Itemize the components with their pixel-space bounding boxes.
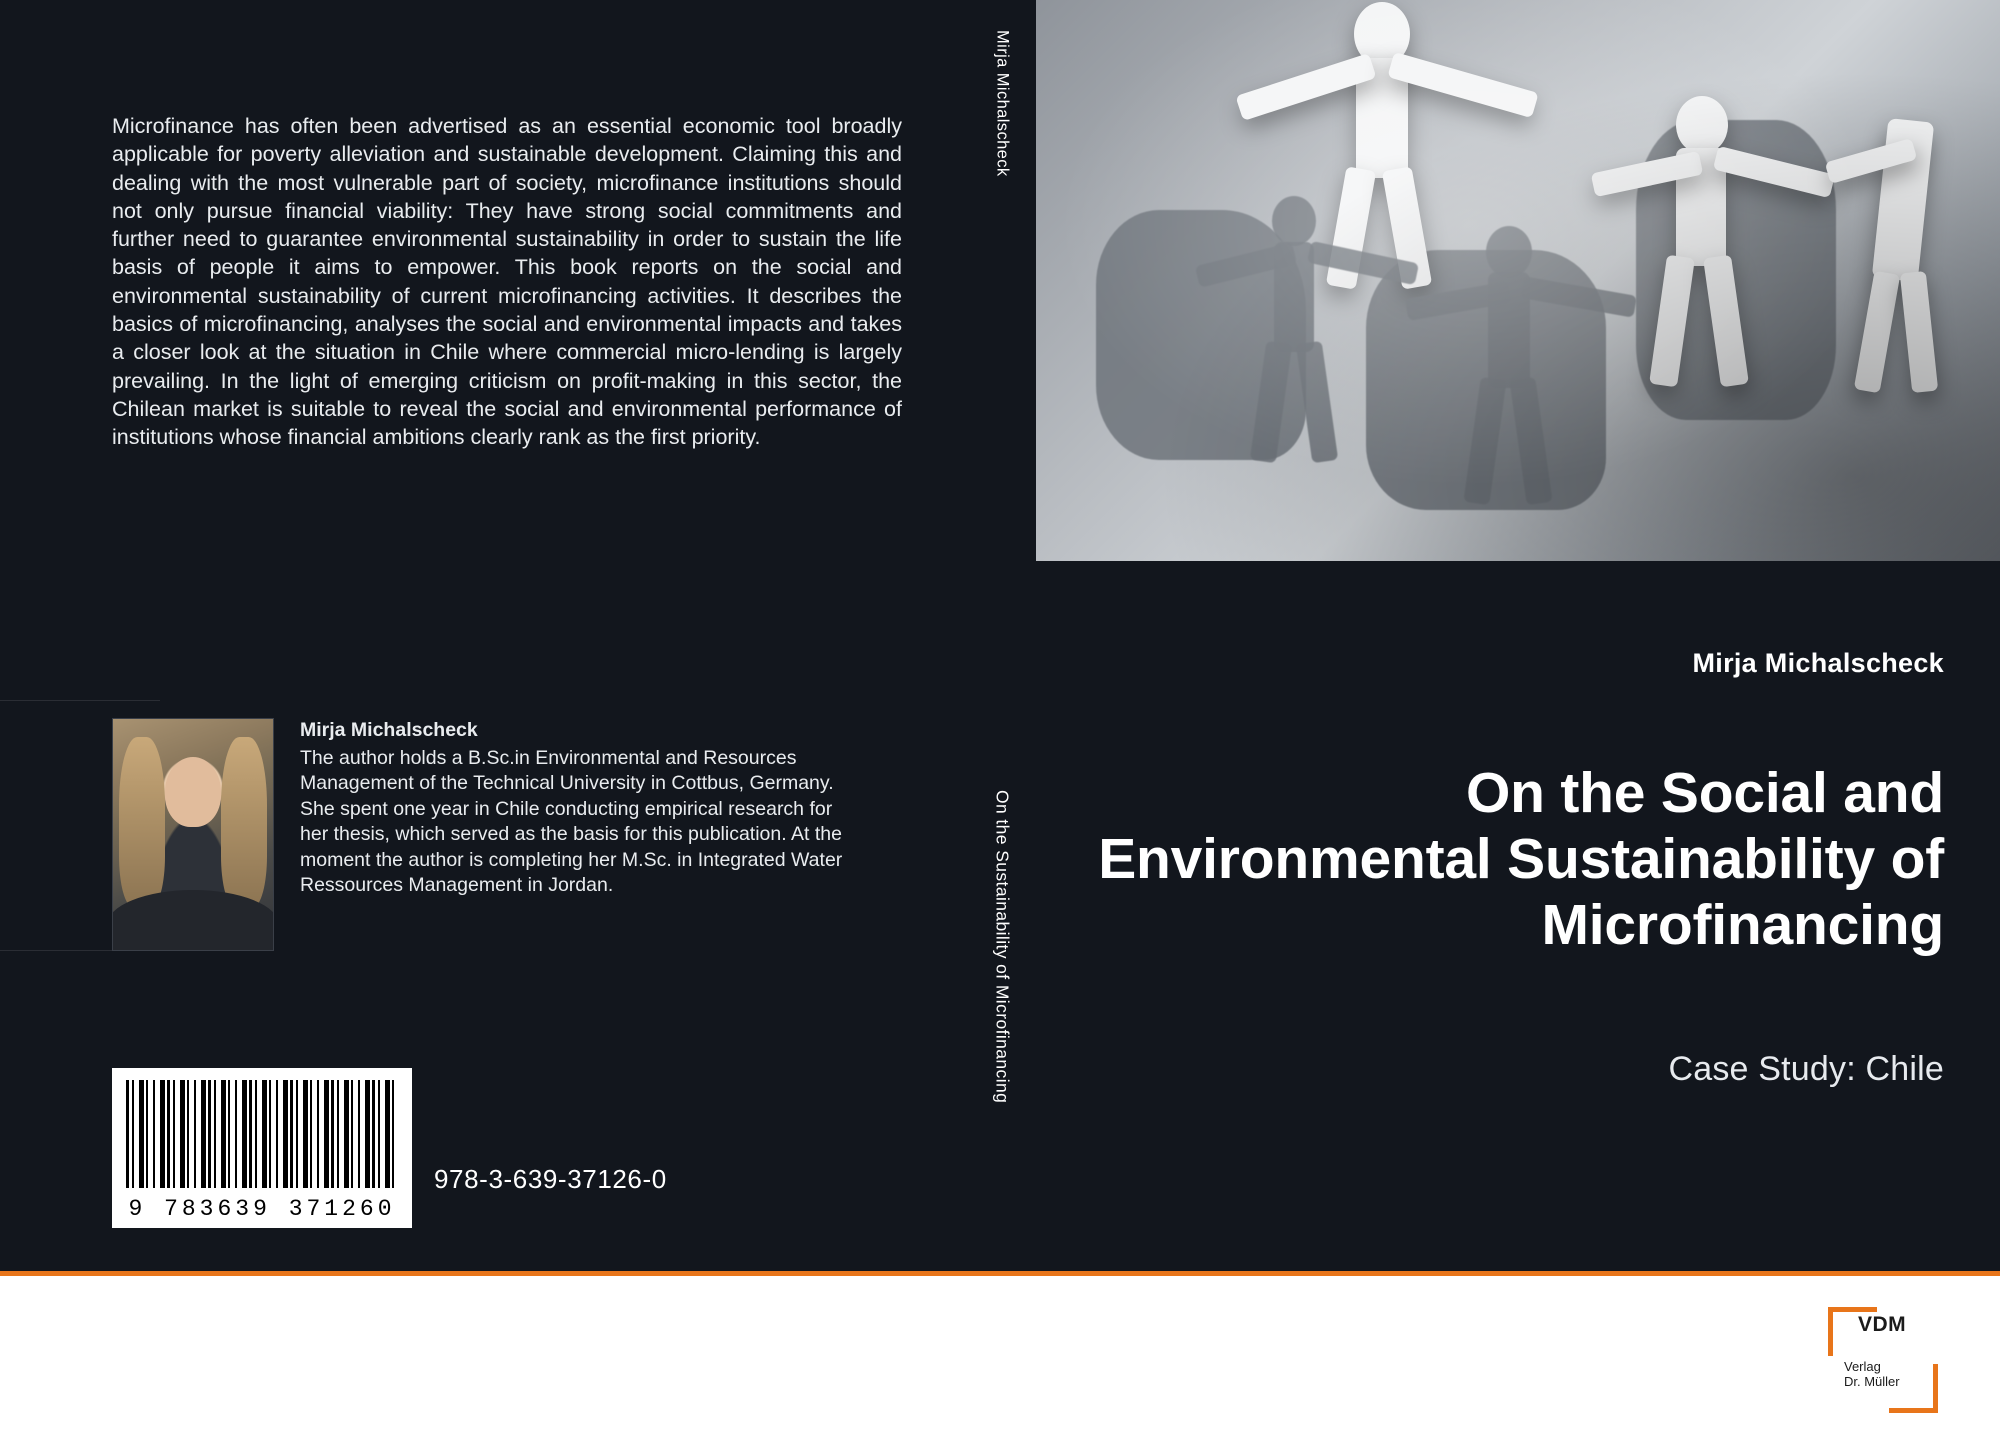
front-cover-subtitle: Case Study: Chile	[1668, 1050, 1944, 1088]
portrait-detail	[221, 737, 267, 907]
bottom-bar	[0, 1271, 2000, 1441]
spine-title: On the Sustainability of Microfinancing	[992, 790, 1013, 1104]
portrait-detail	[119, 737, 165, 907]
author-photo	[112, 718, 274, 951]
publisher-name: VDM	[1858, 1313, 1907, 1336]
author-bio: The author holds a B.Sc.in Environmental and Resources Management of the Technical University in Cottbus, Germany. She spent one year in Chile conducting empirical research for her thesis, which served as the basis for this publication. At the moment the author is completing her M.Sc. in Integrated Water Ressources Management in Jordan.	[300, 746, 843, 896]
spine-panel	[968, 0, 1036, 1441]
portrait-face	[165, 757, 221, 827]
front-cover-panel	[1036, 0, 2000, 1441]
front-cover-author: Mirja Michalscheck	[1692, 648, 1944, 678]
spine-author: Mirja Michalscheck	[993, 30, 1012, 177]
publisher-subtitle	[1844, 1359, 1900, 1389]
author-name: Mirja Michalscheck	[300, 719, 478, 741]
cover-photo-vignette	[1036, 0, 2000, 561]
front-cover-title: On the Social and Environmental Sustainability of Microfinancing	[1098, 761, 1944, 957]
barcode-area	[112, 1068, 692, 1228]
author-text	[300, 718, 852, 899]
barcode-bars	[126, 1080, 398, 1188]
barcode	[112, 1068, 412, 1228]
publisher-line2: Dr. Müller	[1844, 1374, 1900, 1389]
portrait-shoulders	[112, 890, 274, 951]
publisher-line1: Verlag	[1844, 1359, 1881, 1374]
publisher-logo	[1828, 1307, 1938, 1413]
author-portrait-image	[113, 719, 273, 950]
barcode-digits: 9 783639 371260	[128, 1196, 396, 1222]
divider-line	[0, 700, 160, 701]
cover-photo	[1036, 0, 2000, 561]
isbn-number: 978-3-639-37126-0	[434, 1164, 667, 1194]
back-cover-panel	[0, 0, 968, 1441]
back-cover-blurb: Microfinance has often been advertised as an essential economic tool broadly applicable for poverty alleviation and sustainable development. Claiming this and dealing with the most vulnerable part of society, microfinance institutions should not only pursue financial viability: They have strong social commitments and further need to guarantee environmental sustainability in order to sustain the life basis of people it aims to empower. This book reports on the social and environmental sustainability of current microfinancing activities. It describes the basics of microfinancing, analyses the social and environmental impacts and takes a closer look at the situation in Chile where commercial micro-lending is largely prevailing. In the light of emerging criticism on profit-making in this sector, the Chilean market is suitable to reveal the social and environmental performance of institutions whose financial ambitions clearly rank as the first priority.	[112, 114, 902, 450]
